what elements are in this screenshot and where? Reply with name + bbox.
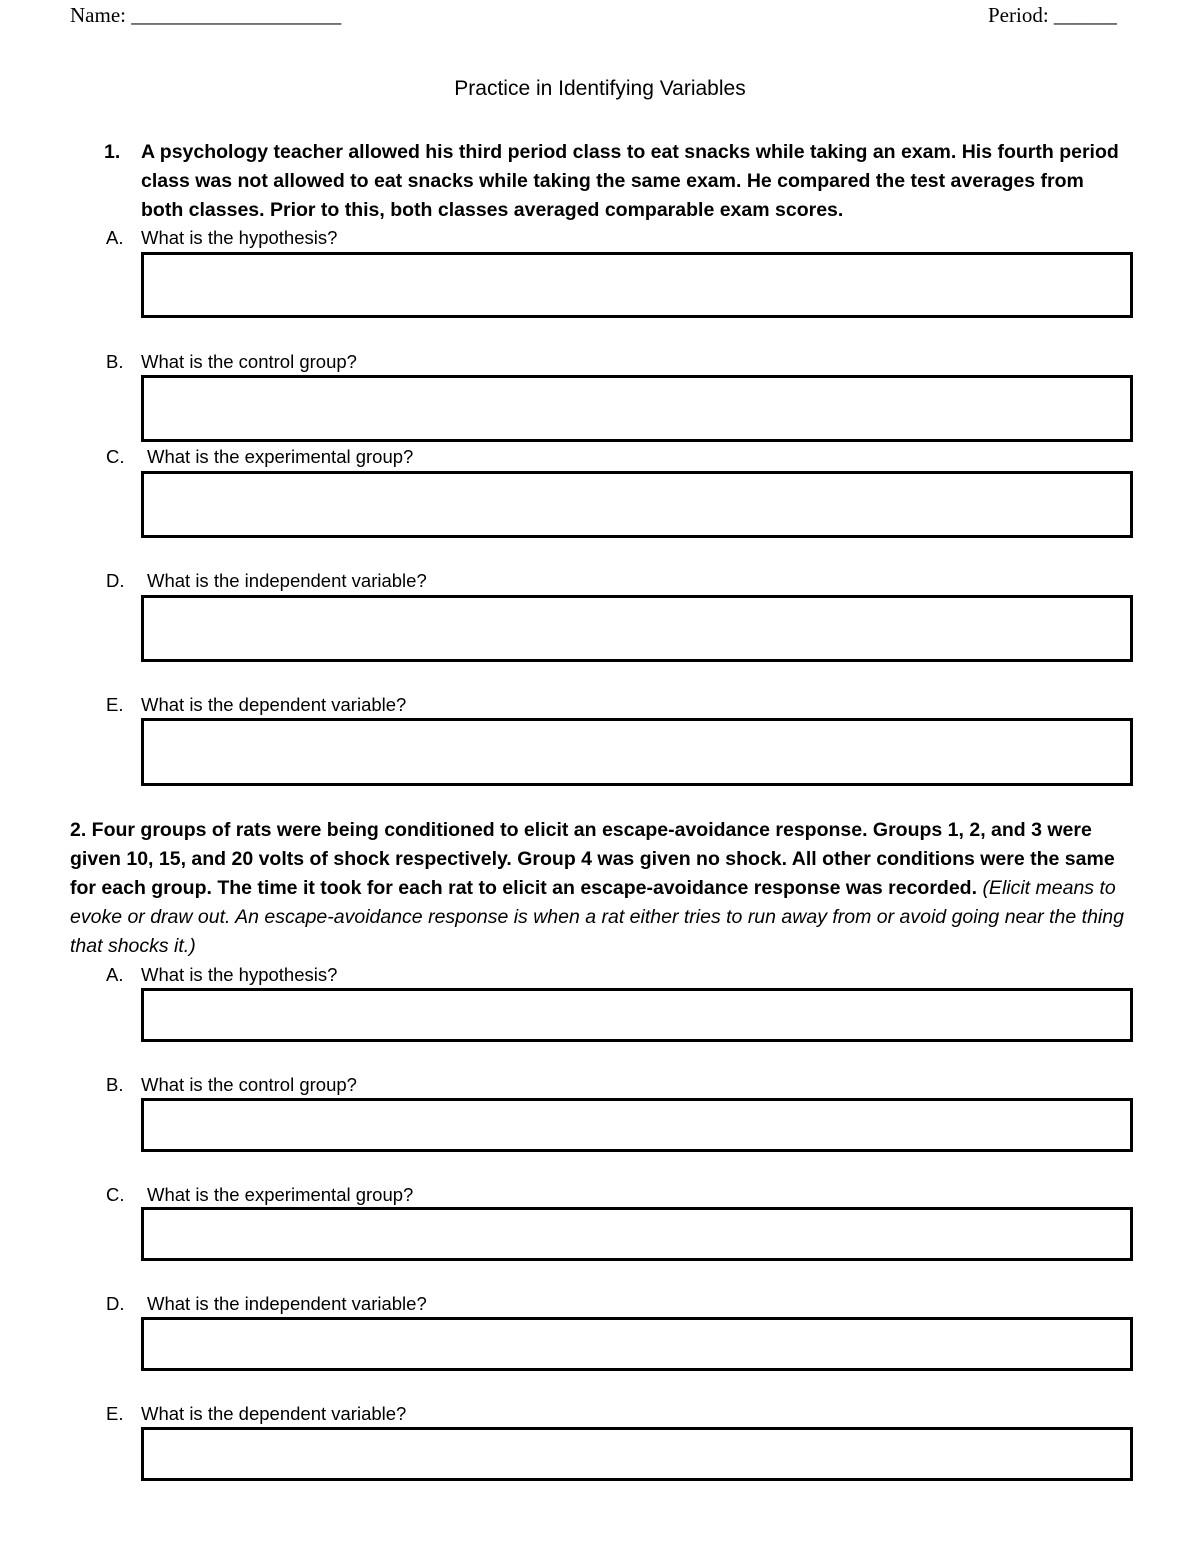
q2-a-answer-box[interactable]: [141, 988, 1133, 1042]
q2-d-label: What is the independent variable?: [147, 1293, 427, 1314]
q2-a-label: What is the hypothesis?: [141, 964, 338, 985]
q2-b-letter: B.: [106, 1074, 124, 1095]
q1-a-letter: A.: [106, 227, 124, 248]
q1-a-label: What is the hypothesis?: [141, 227, 338, 248]
q2-e-label: What is the dependent variable?: [141, 1403, 407, 1424]
question-1-number: 1.: [104, 141, 121, 163]
q2-c-answer-box[interactable]: [141, 1207, 1133, 1261]
question-2-prompt: [70, 816, 1140, 961]
name-field[interactable]: Name: ____________________: [70, 3, 342, 27]
q2-b-answer-box[interactable]: [141, 1098, 1133, 1152]
q2-c-label: What is the experimental group?: [147, 1184, 414, 1205]
page-title: Practice in Identifying Variables: [454, 77, 746, 100]
q2-d-answer-box[interactable]: [141, 1317, 1133, 1371]
q2-d-letter: D.: [106, 1293, 125, 1314]
question-2-note: (Elicit means to evoke or draw out. An escape-avoidance response is when a rat either tries to run away from or avoid going near the thing that shocks it.): [70, 877, 1124, 957]
q1-e-label: What is the dependent variable?: [141, 694, 407, 715]
period-field[interactable]: Period: ______: [988, 3, 1117, 27]
q1-c-label: What is the experimental group?: [147, 446, 414, 467]
q1-c-answer-box[interactable]: [141, 471, 1133, 538]
q2-c-letter: C.: [106, 1184, 125, 1205]
question-2-text: 2. Four groups of rats were being conditioned to elicit an escape-avoidance response. Groups 1, 2, and 3 were given 10, 15, and 20 volts of shock respectively. Group 4 was given no shock. All other conditions were the same for each group. The time it took for each rat to elicit an escape-avoidance response was recorded.: [70, 819, 1115, 899]
q1-d-answer-box[interactable]: [141, 595, 1133, 662]
q2-e-answer-box[interactable]: [141, 1427, 1133, 1481]
q1-b-letter: B.: [106, 351, 124, 372]
q2-b-label: What is the control group?: [141, 1074, 357, 1095]
q1-d-label: What is the independent variable?: [147, 570, 427, 591]
q1-e-answer-box[interactable]: [141, 718, 1133, 786]
q2-a-letter: A.: [106, 964, 124, 985]
q1-e-letter: E.: [106, 694, 124, 715]
q1-b-label: What is the control group?: [141, 351, 357, 372]
q1-c-letter: C.: [106, 446, 125, 467]
q1-b-answer-box[interactable]: [141, 375, 1133, 442]
q1-a-answer-box[interactable]: [141, 252, 1133, 318]
q1-d-letter: D.: [106, 570, 125, 591]
q2-e-letter: E.: [106, 1403, 124, 1424]
question-1-prompt: A psychology teacher allowed his third period class to eat snacks while taking an exam. His fourth period class was not allowed to eat snacks while taking the same exam. He compared the test averages from both classes. Prior to this, both classes averaged comparable exam scores.: [141, 141, 1119, 221]
